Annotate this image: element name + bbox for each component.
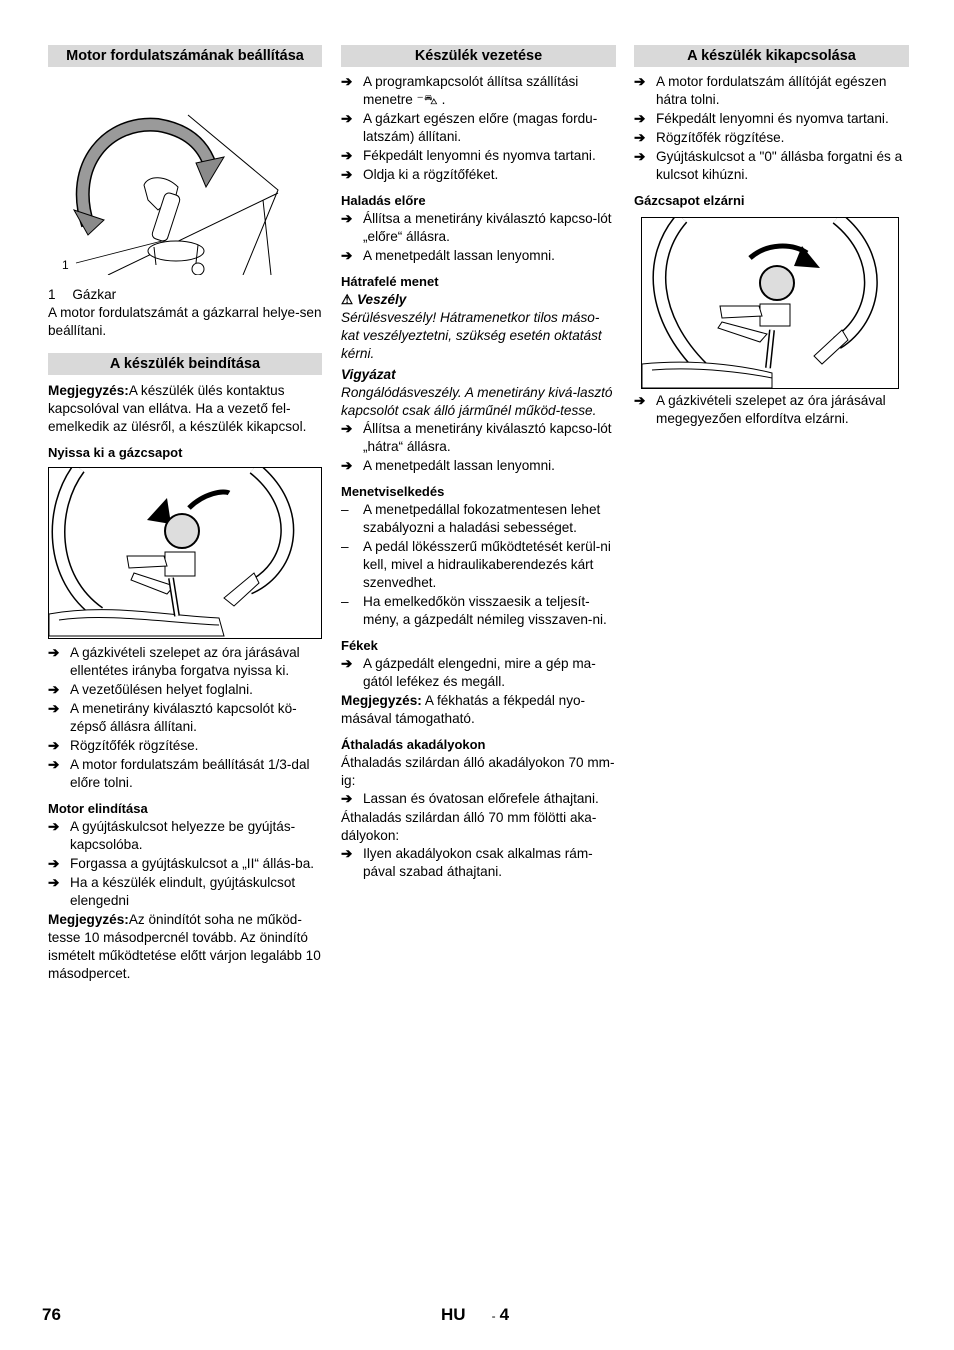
paragraph-obstacles-70: Áthaladás szilárdan álló akadályokon 70 mm-ig: bbox=[341, 755, 615, 788]
note-brake bbox=[341, 692, 616, 728]
arrow-icon: ➔ bbox=[48, 701, 60, 716]
arrow-icon: ➔ bbox=[341, 421, 353, 436]
note-starter bbox=[48, 911, 322, 983]
subheading-forward: Haladás előre bbox=[341, 193, 426, 208]
step: ➔ Fékpedált lenyomni és nyomva tartani. bbox=[634, 111, 889, 126]
subheading-close-gas: Gázcsapot elzárni bbox=[634, 193, 745, 208]
figure-callout-1: 1 bbox=[62, 258, 69, 272]
danger-text: Sérülésveszély! Hátramenetkor tilos máso-kat veszélyeztetni, szükség esetén oktatást kérni. bbox=[341, 310, 602, 361]
arrow-icon: ➔ bbox=[341, 74, 353, 89]
footer-dash: - bbox=[491, 1309, 496, 1323]
step: ➔ A gyújtáskulcsot helyezze be gyújtás-kapcsolóba. bbox=[48, 819, 296, 852]
arrow-icon: ➔ bbox=[341, 167, 353, 182]
arrow-icon: ➔ bbox=[634, 149, 646, 164]
section-title-start: A készülék beindítása bbox=[48, 353, 322, 375]
arrow-icon: ➔ bbox=[341, 111, 353, 126]
arrow-icon: ➔ bbox=[634, 393, 646, 408]
arrow-icon: ➔ bbox=[341, 656, 353, 671]
step: ➔ A gázkart egészen előre (magas fordu-latszám) állítani. bbox=[341, 111, 598, 144]
column-1 bbox=[48, 45, 322, 983]
list-item: – A pedál lökésszerű működtetését kerül-ni kell, mivel a hidraulikaberendezés kárt szenvedhet. bbox=[341, 539, 611, 590]
step: ➔ Lassan és óvatosan előrefele áthajtani. bbox=[341, 791, 599, 806]
step: ➔ Állítsa a menetirány kiválasztó kapcso-lót „előre“ állásra. bbox=[341, 211, 612, 244]
column-3 bbox=[634, 45, 909, 429]
note-text: A fékhatás a fékpedál nyo-másával támogatható. bbox=[341, 693, 586, 726]
arrow-icon: ➔ bbox=[634, 111, 646, 126]
dash-marker: – bbox=[341, 594, 349, 609]
subheading-behaviour: Menetviselkedés bbox=[341, 484, 445, 499]
steps-driving bbox=[341, 73, 616, 184]
section-page-number: 4 bbox=[499, 1305, 510, 1324]
steps-close-gas bbox=[634, 392, 909, 428]
steps-forward bbox=[341, 210, 616, 265]
arrow-icon: ➔ bbox=[634, 130, 646, 145]
arrow-icon: ➔ bbox=[48, 757, 60, 772]
legend-number: 1 bbox=[48, 287, 56, 302]
legend-text: Gázkar bbox=[72, 287, 117, 302]
step: ➔ A vezetőülésen helyet foglalni. bbox=[48, 682, 253, 697]
arrow-icon: ➔ bbox=[48, 682, 60, 697]
figure-legend bbox=[48, 286, 322, 304]
arrow-icon: ➔ bbox=[634, 74, 646, 89]
behaviour-list bbox=[341, 501, 616, 629]
step: ➔ Gyújtáskulcsot a "0" állásba forgatni és a kulcsot kihúzni. bbox=[634, 149, 903, 182]
step: ➔ Fékpedált lenyomni és nyomva tartani. bbox=[341, 148, 596, 163]
language-code: HU bbox=[441, 1305, 466, 1324]
step: ➔ A motor fordulatszám beállítását 1/3-dal előre tolni. bbox=[48, 757, 310, 790]
list-item: – A menetpedállal fokozatmentesen lehet szabályozni a haladási sebességet. bbox=[341, 502, 601, 535]
steps-open-gas bbox=[48, 644, 322, 792]
step: ➔ A menetirány kiválasztó kapcsolót kö-zépső állásra állítani. bbox=[48, 701, 297, 734]
step: ➔ A gázkivételi szelepet az óra járásával megegyezően elfordítva elzárni. bbox=[634, 393, 886, 426]
step: ➔ A motor fordulatszám állítóját egészen hátra tolni. bbox=[634, 74, 887, 107]
arrow-icon: ➔ bbox=[48, 645, 60, 660]
step: ➔ Ilyen akadályokon csak alkalmas rám-pával szabad áthajtani. bbox=[341, 846, 593, 879]
step: ➔ Rögzítőfék rögzítése. bbox=[48, 738, 199, 753]
step: ➔ A menetpedált lassan lenyomni. bbox=[341, 248, 555, 263]
paragraph-engine-speed: A motor fordulatszámát a gázkarral helye-sen beállítani. bbox=[48, 305, 322, 338]
arrow-icon: ➔ bbox=[48, 875, 60, 890]
arrow-icon: ➔ bbox=[341, 248, 353, 263]
arrow-icon: ➔ bbox=[341, 211, 353, 226]
footer-language bbox=[441, 1306, 509, 1325]
note-label: Megjegyzés: bbox=[341, 693, 422, 708]
steps-shutdown bbox=[634, 73, 909, 184]
section-title-driving: Készülék vezetése bbox=[341, 45, 616, 67]
arrow-icon: ➔ bbox=[341, 791, 353, 806]
arrow-icon: ➔ bbox=[48, 738, 60, 753]
step: ➔ Rögzítőfék rögzítése. bbox=[634, 130, 785, 145]
step: ➔ A gázpedált elengedni, mire a gép ma-gától lefékez és megáll. bbox=[341, 656, 596, 689]
subheading-reverse: Hátrafelé menet bbox=[341, 274, 439, 289]
caution-heading: Vigyázat bbox=[341, 367, 396, 382]
step: ➔ Állítsa a menetirány kiválasztó kapcso-lót „hátra“ állásra. bbox=[341, 421, 612, 454]
page-number: 76 bbox=[42, 1305, 61, 1324]
arrow-icon: ➔ bbox=[341, 846, 353, 861]
paragraph-obstacles-over-70: Áthaladás szilárdan álló 70 mm fölötti aka-dályokon: bbox=[341, 810, 597, 843]
subheading-obstacles: Áthaladás akadályokon bbox=[341, 737, 486, 752]
list-item: – Ha emelkedőkön visszaesik a teljesít-mény, a gázpedált némileg visszaven-ni. bbox=[341, 594, 607, 627]
gas-valve-close-figure bbox=[641, 217, 899, 389]
note-text: Az önindítót soha ne működ-tesse 10 másodpercnél tovább. Az önindító ismételt működtetése előtt várjon legalább 10 másodpercet. bbox=[48, 912, 321, 981]
danger-heading: ⚠ Veszély bbox=[341, 292, 407, 307]
warning-triangle-icon: ⚠ bbox=[341, 292, 354, 307]
note-label: Megjegyzés: bbox=[48, 383, 129, 398]
subheading-engine-start: Motor elindítása bbox=[48, 801, 148, 816]
arrow-icon: ➔ bbox=[48, 819, 60, 834]
arrow-icon: ➔ bbox=[341, 148, 353, 163]
steps-engine-start bbox=[48, 818, 322, 910]
step: ➔ Oldja ki a rögzítőféket. bbox=[341, 167, 499, 182]
step: ➔ Ha a készülék elindult, gyújtáskulcsot elengedni bbox=[48, 875, 296, 908]
dash-marker: – bbox=[341, 502, 349, 517]
step: ➔ Forgassa a gyújtáskulcsot a „II“ állás-ba. bbox=[48, 856, 315, 871]
note-label: Megjegyzés: bbox=[48, 912, 129, 927]
throttle-lever-figure bbox=[48, 75, 322, 275]
note-seat-switch bbox=[48, 382, 322, 436]
arrow-icon: ➔ bbox=[341, 458, 353, 473]
step: ➔ A gázkivételi szelepet az óra járásával ellentétes irányba forgatva nyissa ki. bbox=[48, 645, 300, 678]
note-text: A készülék ülés kontaktus kapcsolóval van ellátva. Ha a vezető fel-emelkedik az ülésről, a készülék kikapcsol. bbox=[48, 383, 307, 434]
subheading-open-gas-valve: Nyissa ki a gázcsapot bbox=[48, 445, 183, 460]
section-title-shutdown: A készülék kikapcsolása bbox=[634, 45, 909, 67]
caution-text: Rongálódásveszély. A menetirány kivá-lasztó kapcsolót csak álló járműnél működ-tesse. bbox=[341, 385, 613, 418]
arrow-icon: ➔ bbox=[48, 856, 60, 871]
section-title-engine-speed: Motor fordulatszámának beállítása bbox=[48, 45, 322, 67]
gas-valve-open-figure bbox=[48, 467, 322, 639]
column-2 bbox=[341, 45, 616, 882]
subheading-brakes: Fékek bbox=[341, 638, 378, 653]
steps-reverse bbox=[341, 420, 616, 475]
step: ➔ A menetpedált lassan lenyomni. bbox=[341, 458, 555, 473]
step: ➔ A programkapcsolót állítsa szállítási menetre ⁻⛍ . bbox=[341, 74, 579, 107]
dash-marker: – bbox=[341, 539, 349, 554]
